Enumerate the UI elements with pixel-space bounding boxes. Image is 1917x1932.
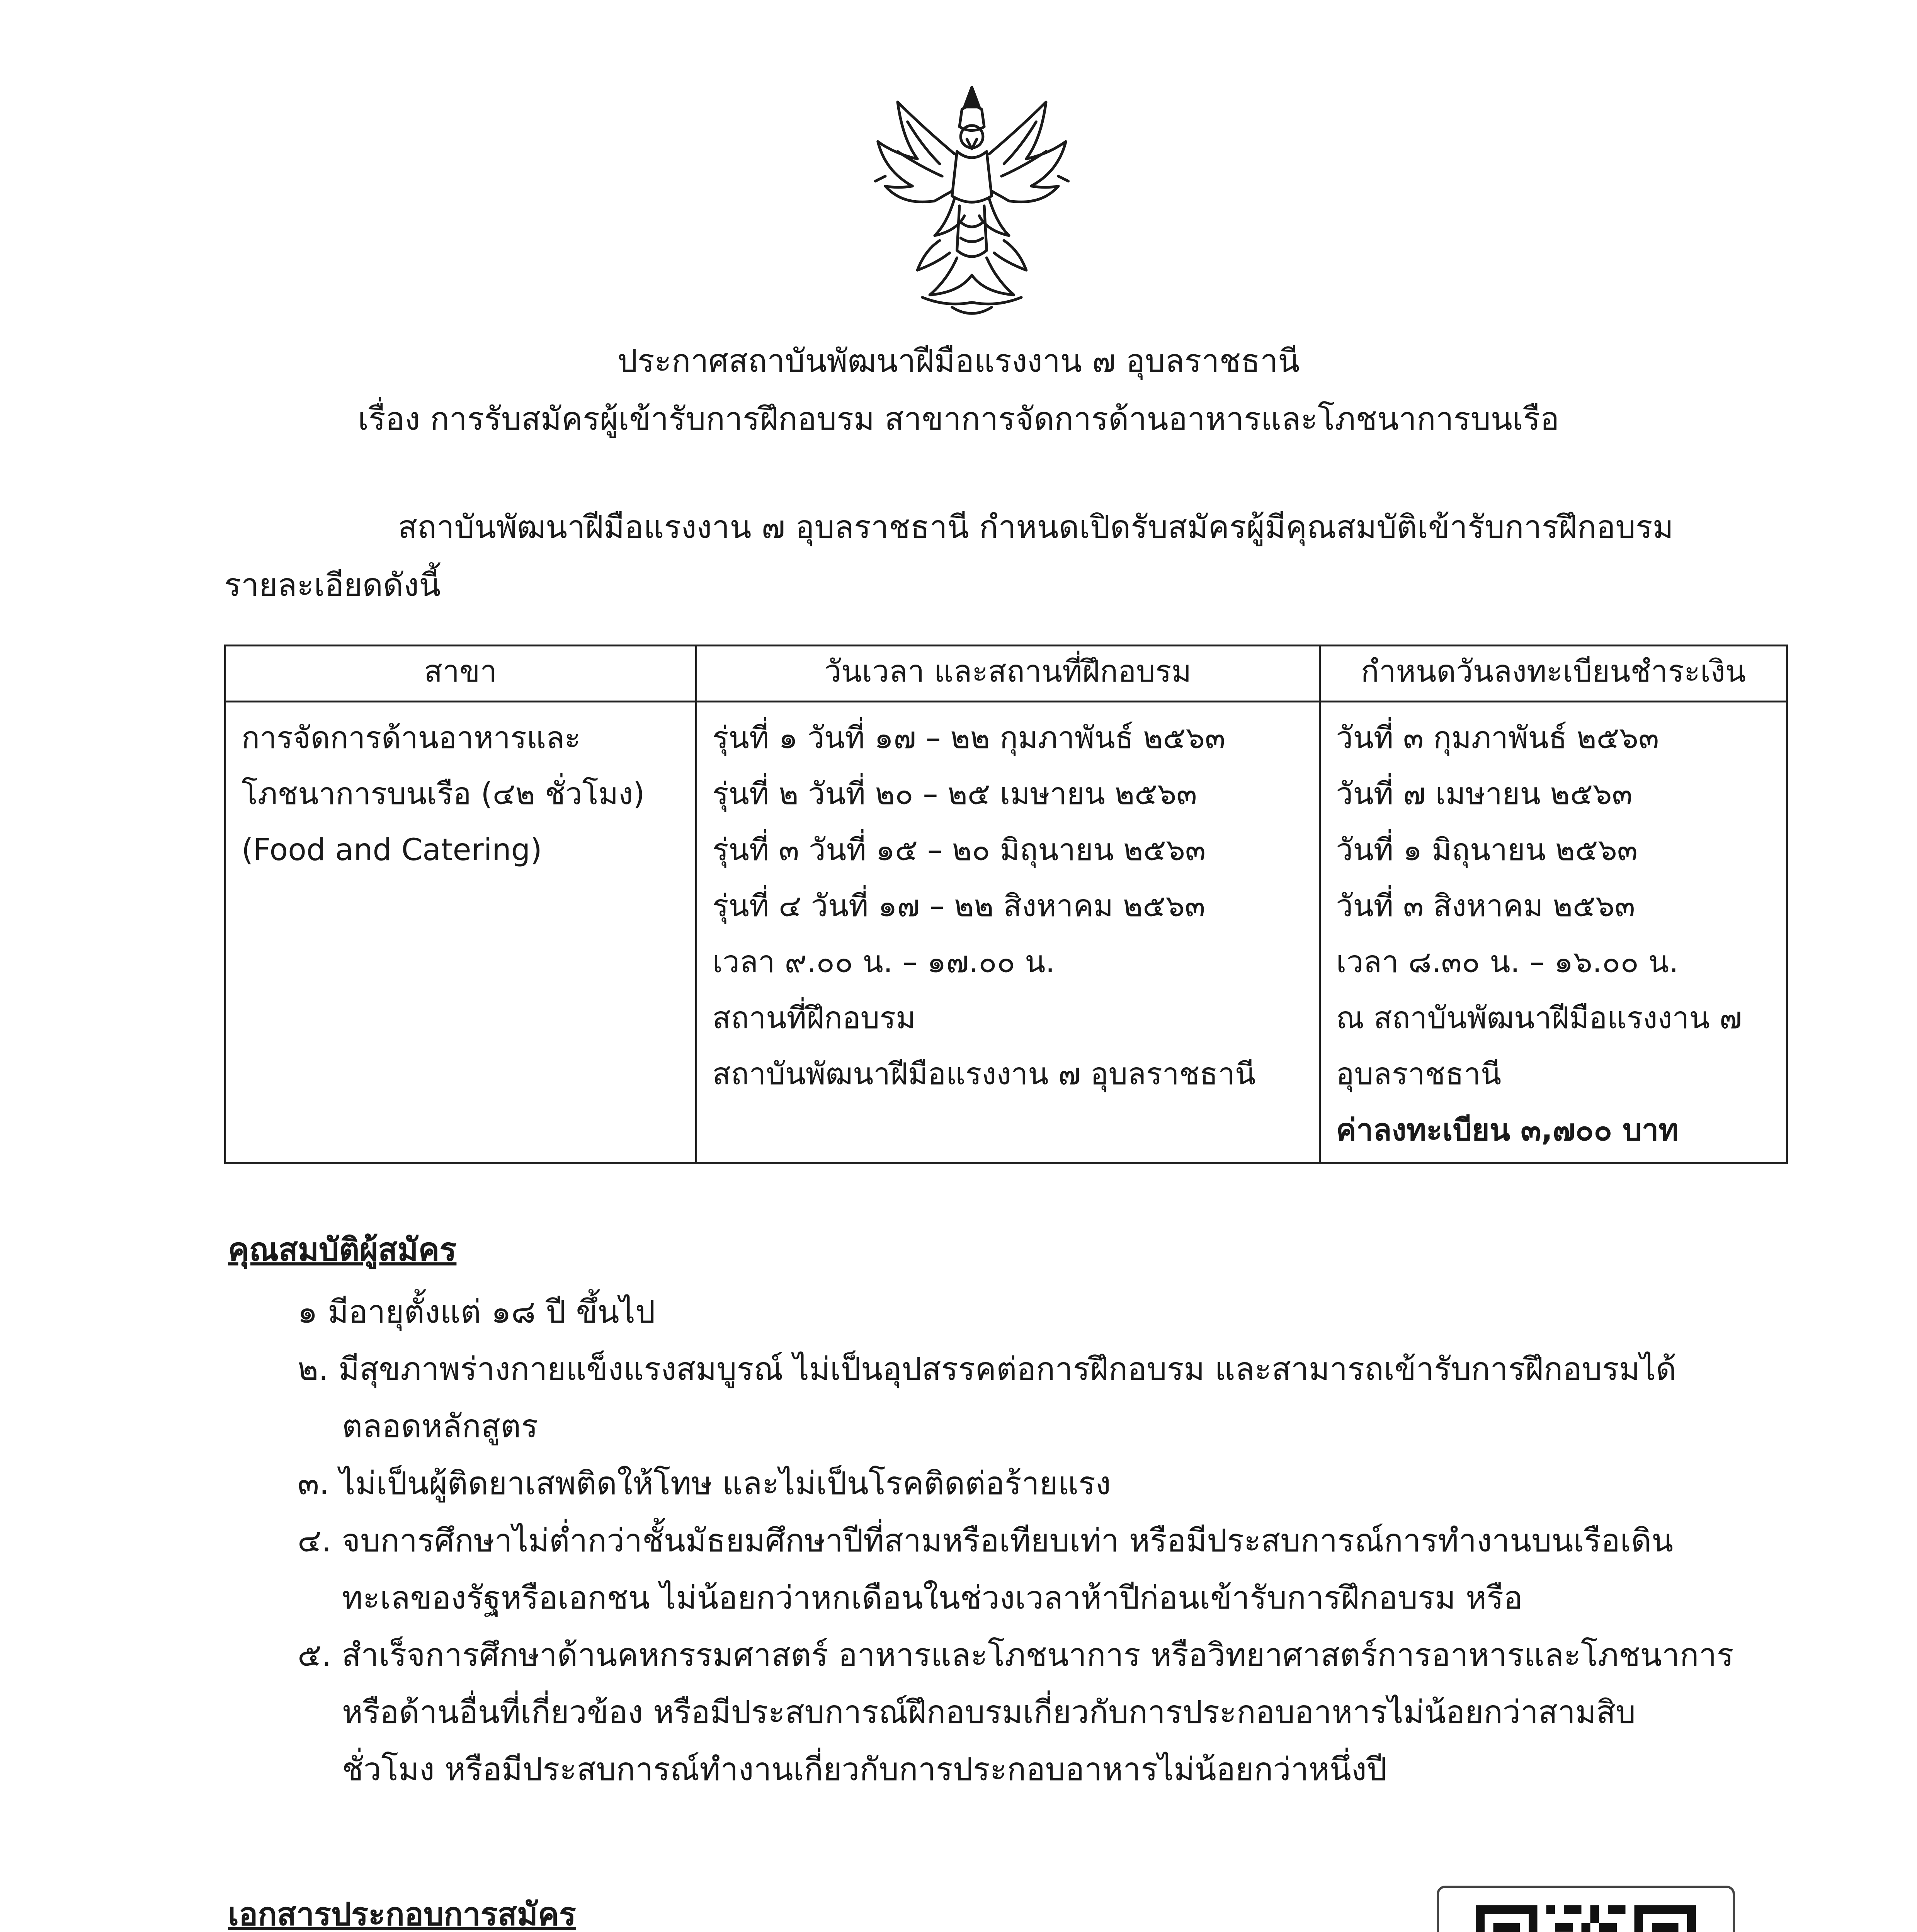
registration-line: อุบลราชธานี [1336,1057,1502,1092]
registration-line: วันที่ ๗ เมษายน ๒๕๖๓ [1336,777,1633,811]
registration-line: วันที่ ๓ กุมภาพันธ์ ๒๕๖๓ [1336,721,1659,755]
qualification-item: ตลอดหลักสูตร [342,1408,538,1445]
header-datetime-location: วันเวลา และสถานที่ฝึกอบรม [696,646,1320,702]
qr-code-icon[interactable] [1476,1905,1696,1932]
qualification-item: ๑ มีอายุตั้งแต่ ๑๘ ปี ขึ้นไป [298,1294,655,1330]
table-row [225,702,1787,1163]
schedule-cell [696,702,1320,1163]
registration-line: ณ สถาบันพัฒนาฝีมือแรงงาน ๗ [1336,1001,1742,1036]
schedule-line: รุ่นที่ ๒ วันที่ ๒๐ – ๒๕ เมษายน ๒๕๖๓ [712,777,1197,811]
schedule-line: รุ่นที่ ๑ วันที่ ๑๗ – ๒๒ กุมภาพันธ์ ๒๕๖๓ [712,721,1226,755]
qualification-item: ๒. มีสุขภาพร่างกายแข็งแรงสมบูรณ์ ไม่เป็นอุปสรรคต่อการฝึกอบรม และสามารถเข้ารับการฝึกอบรมได้ [298,1351,1677,1388]
registration-line: เวลา ๘.๓๐ น. – ๑๖.๐๐ น. [1336,945,1679,980]
qualification-item: หรือด้านอื่นที่เกี่ยวข้อง หรือมีประสบการณ์ฝึกอบรมเกี่ยวกับการประกอบอาหารไม่น้อยกว่าสามสิบ [342,1694,1636,1731]
qr-code-box[interactable] [1437,1886,1735,1932]
branch-cell [225,702,696,1163]
qualification-item: ทะเลของรัฐหรือเอกชน ไม่น้อยกว่าหกเดือนในช่วงเวลาห้าปีก่อนเข้ารับการฝึกอบรม หรือ [342,1580,1523,1616]
schedule-line: สถาบันพัฒนาฝีมือแรงงาน ๗ อุบลราชธานี [712,1057,1256,1092]
schedule-line: เวลา ๙.๐๐ น. – ๑๗.๐๐ น. [712,945,1055,980]
qualification-item: ๕. สำเร็จการศึกษาด้านคหกรรมศาสตร์ อาหารและโภชนาการ หรือวิทยาศาสตร์การอาหารและโภชนาการ [298,1637,1734,1673]
branch-line: (Food and Catering) [242,833,542,867]
table-header-row [225,646,1787,702]
registration-cell [1320,702,1787,1163]
registration-fee: ค่าลงทะเบียน ๓,๗๐๐ บาท [1336,1113,1679,1148]
qualification-item: ๓. ไม่เป็นผู้ติดยาเสพติดให้โทษ และไม่เป็นโรคติดต่อร้ายแรง [298,1465,1111,1502]
registration-line: วันที่ ๓ สิงหาคม ๒๕๖๓ [1336,889,1635,923]
qualification-item: ชั่วโมง หรือมีประสบการณ์ทำงานเกี่ยวกับการประกอบอาหารไม่น้อยกว่าหนึ่งปี [342,1751,1387,1788]
registration-line: วันที่ ๑ มิถุนายน ๒๕๖๓ [1336,833,1638,867]
announcement-title: ประกาศสถาบันพัฒนาฝีมือแรงงาน ๗ อุบลราชธานี [617,343,1300,379]
qualifications-heading: คุณสมบัติผู้สมัคร [228,1231,457,1268]
garuda-emblem-icon [848,77,1095,325]
schedule-line: สถานที่ฝึกอบรม [712,1001,916,1036]
header-registration: กำหนดวันลงทะเบียนชำระเงิน [1320,646,1787,702]
branch-line: โภชนาการบนเรือ (๔๒ ชั่วโมง) [242,777,645,811]
intro-line-1: สถาบันพัฒนาฝีมือแรงงาน ๗ อุบลราชธานี กำหนดเปิดรับสมัครผู้มีคุณสมบัติเข้ารับการฝึกอบรม [398,509,1674,546]
schedule-table [224,645,1788,1164]
intro-line-2: รายละเอียดดังนี้ [224,567,441,604]
branch-line: การจัดการด้านอาหารและ [242,721,581,755]
schedule-line: รุ่นที่ ๓ วันที่ ๑๕ – ๒๐ มิถุนายน ๒๕๖๓ [712,833,1206,867]
announcement-subject: เรื่อง การรับสมัครผู้เข้ารับการฝึกอบรม สาขาการจัดการด้านอาหารและโภชนาการบนเรือ [357,401,1560,437]
documents-heading: เอกสารประกอบการสมัคร [228,1896,576,1932]
qualification-item: ๔. จบการศึกษาไม่ต่ำกว่าชั้นมัธยมศึกษาปีที่สามหรือเทียบเท่า หรือมีประสบการณ์การทำงานบนเรือเดิน [298,1522,1673,1559]
schedule-line: รุ่นที่ ๔ วันที่ ๑๗ – ๒๒ สิงหาคม ๒๕๖๓ [712,889,1206,923]
header-branch: สาขา [225,646,696,702]
